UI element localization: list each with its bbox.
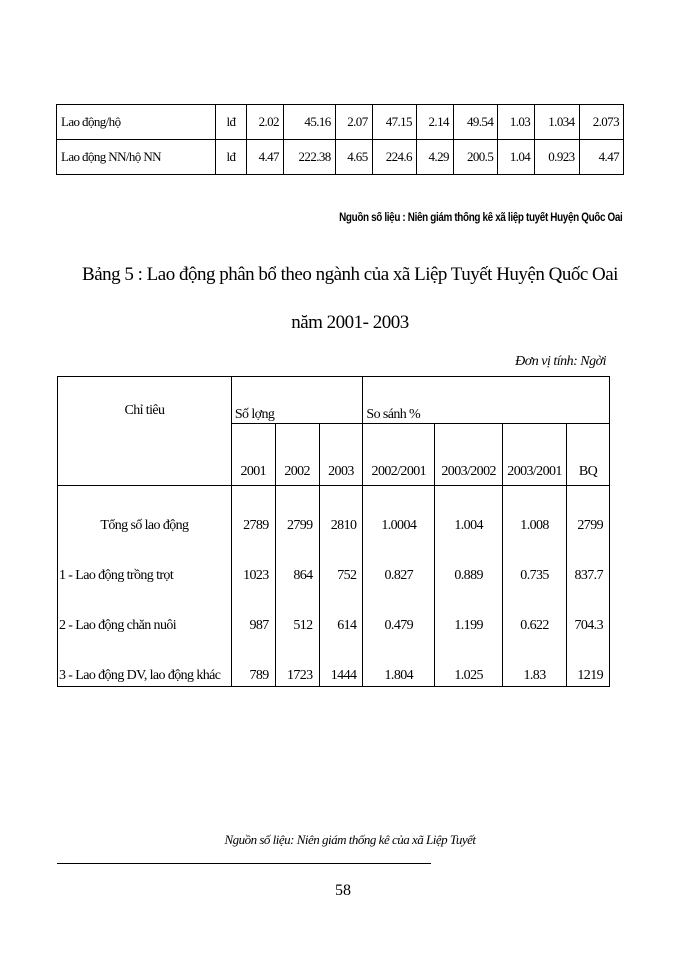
table-subtitle: năm 2001- 2003 (291, 312, 409, 333)
table-cell: 789 (231, 636, 275, 687)
table-row (57, 105, 624, 140)
table-cell: 4.29 (416, 140, 453, 175)
table-cell: 200.5 (453, 140, 497, 175)
table-row (58, 636, 610, 687)
ratio-header: 2003/2002 (435, 424, 503, 486)
table-cell: 45.16 (283, 105, 335, 140)
table-cell: 224.6 (372, 140, 416, 175)
table-cell: 0.889 (435, 536, 503, 586)
unit-note: Đơn vị tính: Ngời (515, 354, 606, 369)
row-label: Lao động NN/hộ NN (57, 140, 216, 175)
table-cell: 2799 (567, 486, 610, 537)
table-row (58, 586, 610, 636)
table-row (58, 536, 610, 586)
table-cell: 222.38 (283, 140, 335, 175)
table-cell: 1023 (231, 536, 275, 586)
row-unit: lđ (216, 105, 247, 140)
table-cell: 2.14 (416, 105, 453, 140)
ratio-header: BQ (567, 424, 610, 486)
year-header: 2002 (275, 424, 319, 486)
table-cell: 2.02 (247, 105, 284, 140)
table-cell: 0.622 (503, 586, 567, 636)
table-cell: 752 (319, 536, 363, 586)
table-cell: 1.83 (503, 636, 567, 687)
table-cell: 4.47 (247, 140, 284, 175)
year-header: 2003 (319, 424, 363, 486)
footnote-divider (57, 863, 431, 864)
table-cell: 4.65 (335, 140, 372, 175)
table-cell: 1219 (567, 636, 610, 687)
quantity-header: Số lợng (231, 377, 363, 424)
table-cell: 1.804 (363, 636, 435, 687)
continuation-table (56, 104, 624, 175)
row-label: 1 - Lao động trồng trọt (58, 536, 232, 586)
table-cell: 2789 (231, 486, 275, 537)
header-row (58, 377, 610, 424)
row-label: 3 - Lao động DV, lao động khác (58, 636, 232, 687)
table-cell: 864 (275, 536, 319, 586)
table-cell: 1.008 (503, 486, 567, 537)
table-cell: 1.199 (435, 586, 503, 636)
table-cell: 1.034 (535, 105, 579, 140)
table-cell: 4.47 (579, 140, 623, 175)
table-cell: 1723 (275, 636, 319, 687)
row-label: Tổng số lao động (58, 486, 232, 537)
table-cell: 1.04 (498, 140, 535, 175)
labor-distribution-table (57, 376, 610, 687)
table-cell: 837.7 (567, 536, 610, 586)
ratio-header: 2003/2001 (503, 424, 567, 486)
table-cell: 704.3 (567, 586, 610, 636)
table-cell: 47.15 (372, 105, 416, 140)
page-number: 58 (335, 882, 351, 899)
table-cell: 49.54 (453, 105, 497, 140)
table-cell: 987 (231, 586, 275, 636)
table-row (57, 140, 624, 175)
indicator-header: Chỉ tiêu (58, 377, 232, 486)
table-cell: 0.827 (363, 536, 435, 586)
table-cell: 1444 (319, 636, 363, 687)
source-note-bottom: Nguồn số liệu: Niên giám thống kê của xã Liệp Tuyết (224, 832, 476, 847)
table-cell: 2.073 (579, 105, 623, 140)
table-cell: 0.923 (535, 140, 579, 175)
table-cell: 2799 (275, 486, 319, 537)
table-cell: 614 (319, 586, 363, 636)
ratio-header: 2002/2001 (363, 424, 435, 486)
comparison-header: So sánh % (363, 377, 610, 424)
table-cell: 2810 (319, 486, 363, 537)
table-cell: 1.025 (435, 636, 503, 687)
row-unit: lđ (216, 140, 247, 175)
table-title: Bảng 5 : Lao động phân bổ theo ngành của xã Liệp Tuyết Huyện Quốc Oai (82, 264, 618, 285)
table-cell: 0.735 (503, 536, 567, 586)
table-cell: 0.479 (363, 586, 435, 636)
table-cell: 1.03 (498, 105, 535, 140)
table-cell: 1.0004 (363, 486, 435, 537)
table-cell: 2.07 (335, 105, 372, 140)
row-label: Lao động/hộ (57, 105, 216, 140)
table-cell: 1.004 (435, 486, 503, 537)
row-label: 2 - Lao động chăn nuôi (58, 586, 232, 636)
year-header: 2001 (231, 424, 275, 486)
table-cell: 512 (275, 586, 319, 636)
source-note-top: Nguồn số liệu : Niên giám thống kê xã liệp tuyết Huyện Quốc Oai (338, 212, 622, 224)
table-row (58, 486, 610, 537)
